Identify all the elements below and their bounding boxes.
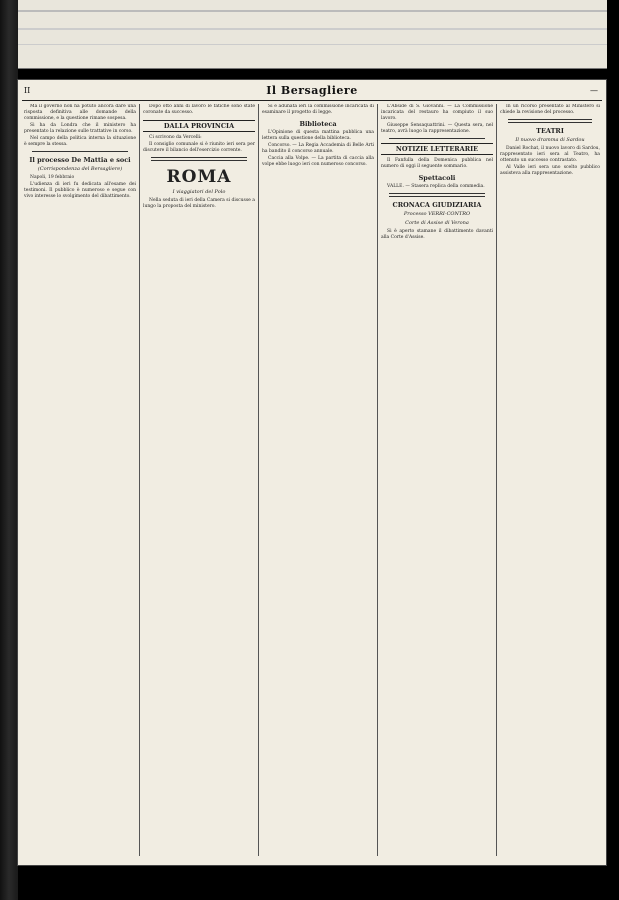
paragraph: Si è aperto stamane il dibattimento davanti alla Corte d'Assise. (381, 229, 493, 240)
paragraph: L'Abside di S. Giovanni. — La Commissione incaricata del restauro ha compiuto il suo lavoro. (381, 104, 493, 121)
column-rule (496, 104, 497, 856)
previous-page-edge (0, 0, 18, 900)
article-subheading: I viaggiatori del Polo (172, 189, 226, 195)
article-heading: Il processo De Mattia e soci (29, 156, 131, 164)
paragraph: Nel campo della politica interna la situazione è sempre la stessa. (24, 136, 136, 147)
paragraph: Giuseppe Sensaquattrini. — Questa sera, nel teatro, avrà luogo la rappresentazione. (381, 123, 493, 134)
paragraph: Dopo otto anni di lavoro le fatiche sono state coronate da successo. (143, 104, 255, 115)
article-subheading: Il nuovo dramma di Sardou (515, 137, 585, 143)
paragraph: VALLE. — Stasera replica della commedia. (387, 184, 485, 189)
newspaper-title: Il Bersagliere (266, 84, 358, 97)
paragraph: L'udienza di ieri fu dedicata all'esame dei testimoni. Il pubblico è numeroso e segue con vivo interesse lo svolgimento del dibattimento. (24, 182, 136, 199)
divider (32, 151, 128, 152)
paragraph: Si ha da Londra che il ministero ha presentato la relazione sulle trattative in corso. (24, 123, 136, 134)
paragraph: Concorso. — La Regia Accademia di Belle Arti ha bandito il concorso annuale. (262, 143, 374, 154)
paragraph: Ci scrivono da Vercelli: (149, 135, 202, 140)
masthead-rule (22, 100, 602, 101)
divider (389, 138, 485, 139)
paragraph: Daniel Rochat, il nuovo lavoro di Sardou, rappresentato ieri sera al Teatro, ha ottenuto un successo contrastato. (500, 146, 600, 163)
section-heading: TEATRI (536, 127, 564, 135)
column-1 (24, 104, 136, 856)
article-subheading: (Corrispondenza del Bersagliere) (37, 166, 123, 172)
paragraph: Caccia alla Volpe. — La partita di caccia alla volpe ebbe luogo ieri con numeroso concorso. (262, 156, 374, 167)
dateline: Napoli, 19 febbraio (30, 175, 75, 180)
paragraph: L'Opinione di questa mattina pubblica una lettera sulla questione della biblioteca. (262, 130, 374, 141)
previous-page-bottom (18, 0, 607, 69)
paragraph: Nella seduta di ieri della Camera si discusse a lungo la proposta del ministero. (143, 198, 255, 209)
column-rule (258, 104, 259, 856)
section-heading: DALLA PROVINCIA (143, 120, 255, 132)
article-subheading: Corte di Assise di Verona (405, 220, 469, 226)
page-number: II (24, 86, 31, 95)
section-heading: Spettacoli (418, 174, 456, 182)
double-divider (389, 193, 485, 197)
paragraph: Al Valle ieri sera uno scelto pubblico assisteva alla rappresentazione. (500, 165, 600, 176)
section-title-roma: ROMA (166, 167, 232, 187)
paragraph: In un ricorso presentato al Ministero si chiede la revisione del processo. (500, 104, 600, 115)
article-heading: Biblioteca (299, 120, 337, 128)
section-heading: NOTIZIE LETTERARIE (381, 143, 493, 155)
article-subheading: Processo VERRI-CONTRO (403, 211, 471, 217)
column-2 (143, 104, 255, 856)
double-divider (151, 157, 247, 161)
paragraph: Il consiglio comunale si è riunito ieri sera per discutere il bilancio dell'esercizio corrente. (143, 142, 255, 153)
column-5 (500, 104, 600, 856)
paragraph: Ma il governo non ha potuto ancora dare una risposta definitiva alle domande della commissione, e la questione rimane sospesa. (24, 104, 136, 121)
section-heading: CRONACA GIUDIZIARIA (392, 201, 482, 209)
column-rule (139, 104, 140, 856)
column-3 (262, 104, 374, 856)
column-rule (377, 104, 378, 856)
masthead-right: — (590, 86, 598, 95)
masthead (22, 85, 602, 99)
paragraph: Il Fanfulla della Domenica pubblica nel numero di oggi il seguente sommario. (381, 158, 493, 169)
column-4 (381, 104, 493, 856)
double-divider (508, 119, 592, 123)
paragraph: Si è adunata ieri la commissione incaricata di esaminare il progetto di legge. (262, 104, 374, 115)
